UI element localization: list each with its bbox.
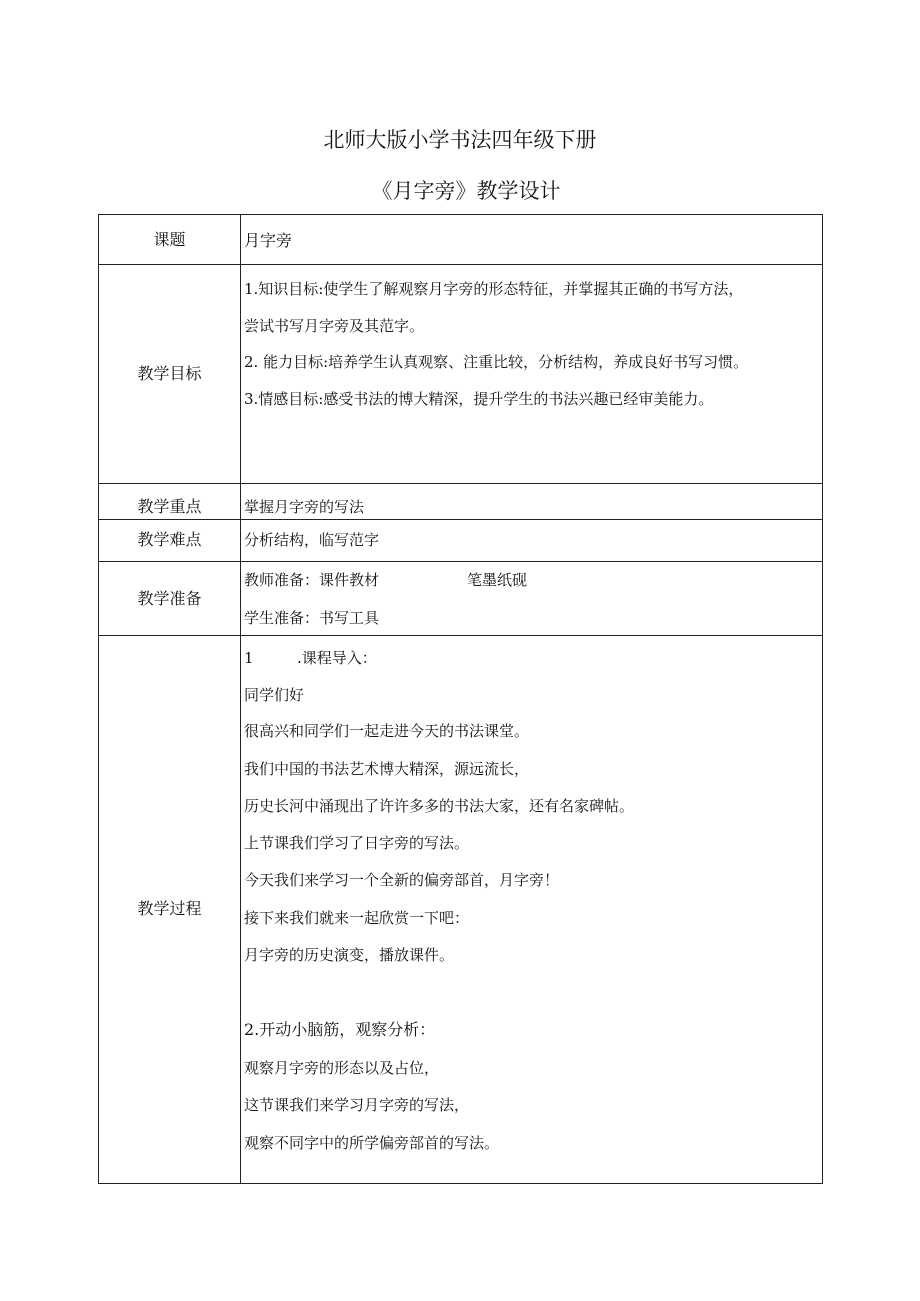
section1-title: .课程导入：	[297, 649, 377, 667]
document-subtitle: 《月字旁》教学设计	[371, 179, 561, 203]
teacher-prep-extra: 笔墨纸砚	[467, 571, 528, 589]
row-divider	[98, 483, 822, 484]
row-divider	[98, 519, 822, 520]
process-line: 我们中国的书法艺术博大精深，源远流长，	[244, 760, 530, 778]
label-process: 教学过程	[137, 899, 202, 918]
student-prep: 学生准备：书写工具	[244, 609, 380, 627]
label-preparation: 教学准备	[137, 589, 202, 608]
teacher-prep: 教师准备：课件教材	[244, 571, 380, 589]
row-divider	[98, 635, 822, 636]
section1-number: 1	[244, 649, 254, 667]
goal-line: 1.知识目标:使学生了解观察月字旁的形态特征，并掌握其正确的书写方法，	[244, 280, 744, 298]
goal-line: 3.情感目标:感受书法的博大精深，提升学生的书法兴趣已经审美能力。	[244, 390, 714, 408]
process-line: 历史长河中涌现出了许许多多的书法大家，还有名家碑帖。	[244, 797, 635, 815]
process-line: 今天我们来学习一个全新的偏旁部首，月字旁！	[244, 871, 560, 889]
process-line: 接下来我们就来一起欣赏一下吧：	[244, 909, 470, 927]
process-line: 上节课我们学习了日字旁的写法。	[244, 834, 470, 852]
label-topic: 课题	[153, 230, 186, 249]
section2-title: 2.开动小脑筋，观察分析：	[244, 1020, 436, 1039]
process-line: 这节课我们来学习月字旁的写法，	[244, 1096, 470, 1114]
label-key-point: 教学重点	[137, 497, 202, 516]
process-line: 月字旁的历史演变，播放课件。	[244, 946, 455, 964]
label-difficulty: 教学难点	[137, 530, 202, 549]
row-divider	[98, 561, 822, 562]
goal-line: 2. 能力目标:培养学生认真观察、注重比较，分析结构，养成良好书写习惯。	[244, 353, 749, 371]
value-key-point: 掌握月字旁的写法	[244, 498, 365, 516]
process-line: 观察月字旁的形态以及占位，	[244, 1059, 440, 1077]
label-goals: 教学目标	[137, 364, 202, 383]
row-divider	[98, 264, 822, 265]
value-difficulty: 分析结构，临写范字	[244, 531, 380, 549]
process-line: 同学们好	[244, 686, 305, 704]
goal-line: 尝试书写月字旁及其范字。	[244, 317, 425, 335]
column-divider	[240, 214, 241, 1183]
process-line: 观察不同字中的所学偏旁部首的写法。	[244, 1134, 500, 1152]
value-topic: 月字旁	[244, 231, 293, 250]
document-title: 北师大版小学书法四年级下册	[323, 128, 597, 152]
process-line: 很高兴和同学们一起走进今天的书法课堂。	[244, 722, 530, 740]
